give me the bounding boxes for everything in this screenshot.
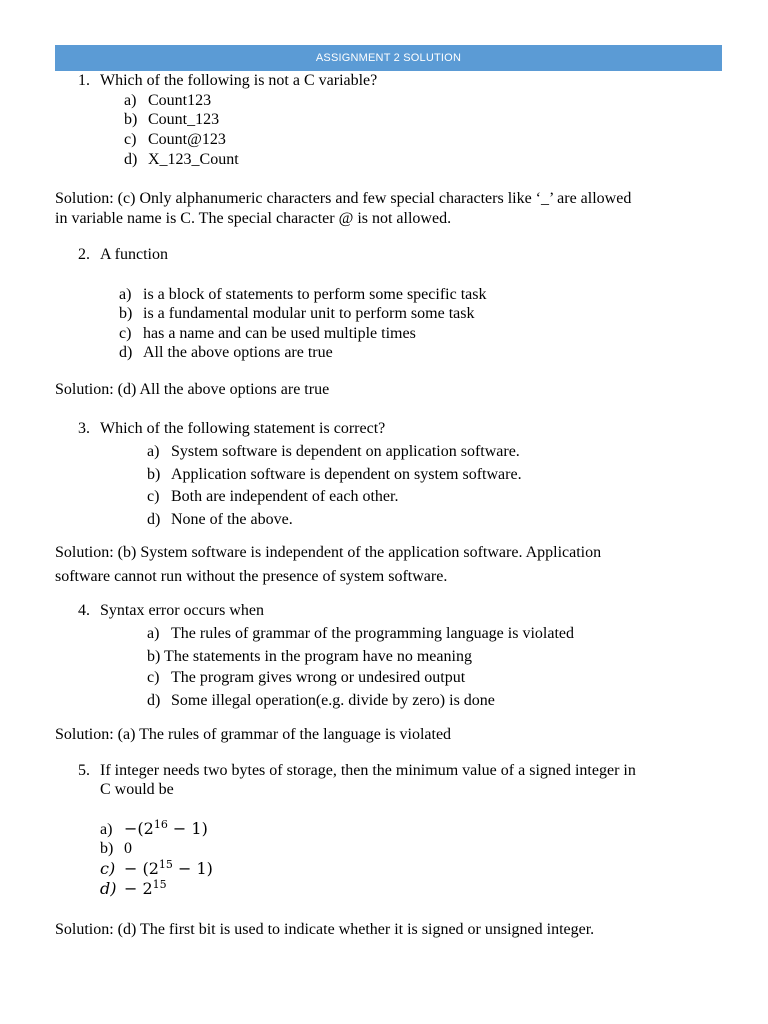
option-3a: a) System software is dependent on application software. [147, 443, 520, 460]
option-2a: a) is a block of statements to perform some specific task [119, 286, 487, 303]
option-2b: b) is a fundamental modular unit to perform some task [119, 305, 475, 322]
assignment-title: ASSIGNMENT 2 SOLUTION [315, 52, 462, 64]
question-5 [78, 761, 636, 781]
solution-1-line2: in variable name is C. The special character @ is not allowed. [55, 210, 452, 227]
assignment-header [55, 45, 722, 71]
question-number: 2. [78, 246, 90, 263]
option-4a: a) The rules of grammar of the programming language is violated [147, 625, 574, 642]
option-2c: c) has a name and can be used multiple times [119, 325, 416, 342]
option-3d: d) None of the above. [147, 511, 293, 528]
option-5b: b) 0 [100, 840, 132, 857]
question-4 [78, 601, 264, 621]
option-3c: c) Both are independent of each other. [147, 488, 399, 505]
option-4d: d) Some illegal operation(e.g. divide by zero) is done [147, 692, 495, 709]
question-5-line2: C would be [100, 781, 174, 798]
option-3b: b) Application software is dependent on system software. [147, 466, 522, 483]
solution-3-line1: Solution: (b) System software is independent of the application software. Application [55, 544, 602, 561]
option-5a: $a) -(2^{16} - 1)$ [100, 818, 208, 838]
option-2d: d) All the above options are true [119, 344, 333, 361]
question-text: Syntax error occurs when [100, 602, 264, 619]
solution-1-line1: Solution: (c) Only alphanumeric characters and few special characters like ‘_’ are allowed [55, 190, 632, 207]
option-1d: d) X_123_Count [124, 151, 239, 168]
solution-5: Solution: (d) The first bit is used to indicate whether it is signed or unsigned integer. [55, 921, 595, 938]
option-4b: b) The statements in the program have no meaning [147, 648, 472, 665]
question-text-line1: If integer needs two bytes of storage, then the minimum value of a signed integer in [100, 762, 636, 779]
option-1c: c) Count@123 [124, 131, 226, 148]
question-text: A function [100, 246, 168, 263]
question-3 [78, 419, 385, 439]
solution-2: Solution: (d) All the above options are true [55, 381, 330, 398]
question-number: 1. [78, 72, 90, 89]
question-text: Which of the following is not a C variable? [100, 72, 378, 89]
question-1 [78, 71, 377, 91]
question-2 [78, 245, 168, 265]
solution-3-line2: software cannot run without the presence of system software. [55, 568, 448, 585]
option-4c: c) The program gives wrong or undesired output [147, 669, 466, 686]
question-number: 5. [78, 762, 90, 779]
solution-4: Solution: (a) The rules of grammar of the language is violated [55, 726, 452, 743]
option-5c: $c) - (2^{15} - 1)$ [100, 858, 213, 878]
option-1a: a) Count123 [124, 92, 212, 109]
question-number: 3. [78, 420, 90, 437]
option-5d: $d) - 2^{15}$ [100, 878, 167, 898]
question-number: 4. [78, 602, 90, 619]
option-1b: b) Count_123 [124, 111, 220, 128]
question-text: Which of the following statement is correct? [100, 420, 386, 437]
